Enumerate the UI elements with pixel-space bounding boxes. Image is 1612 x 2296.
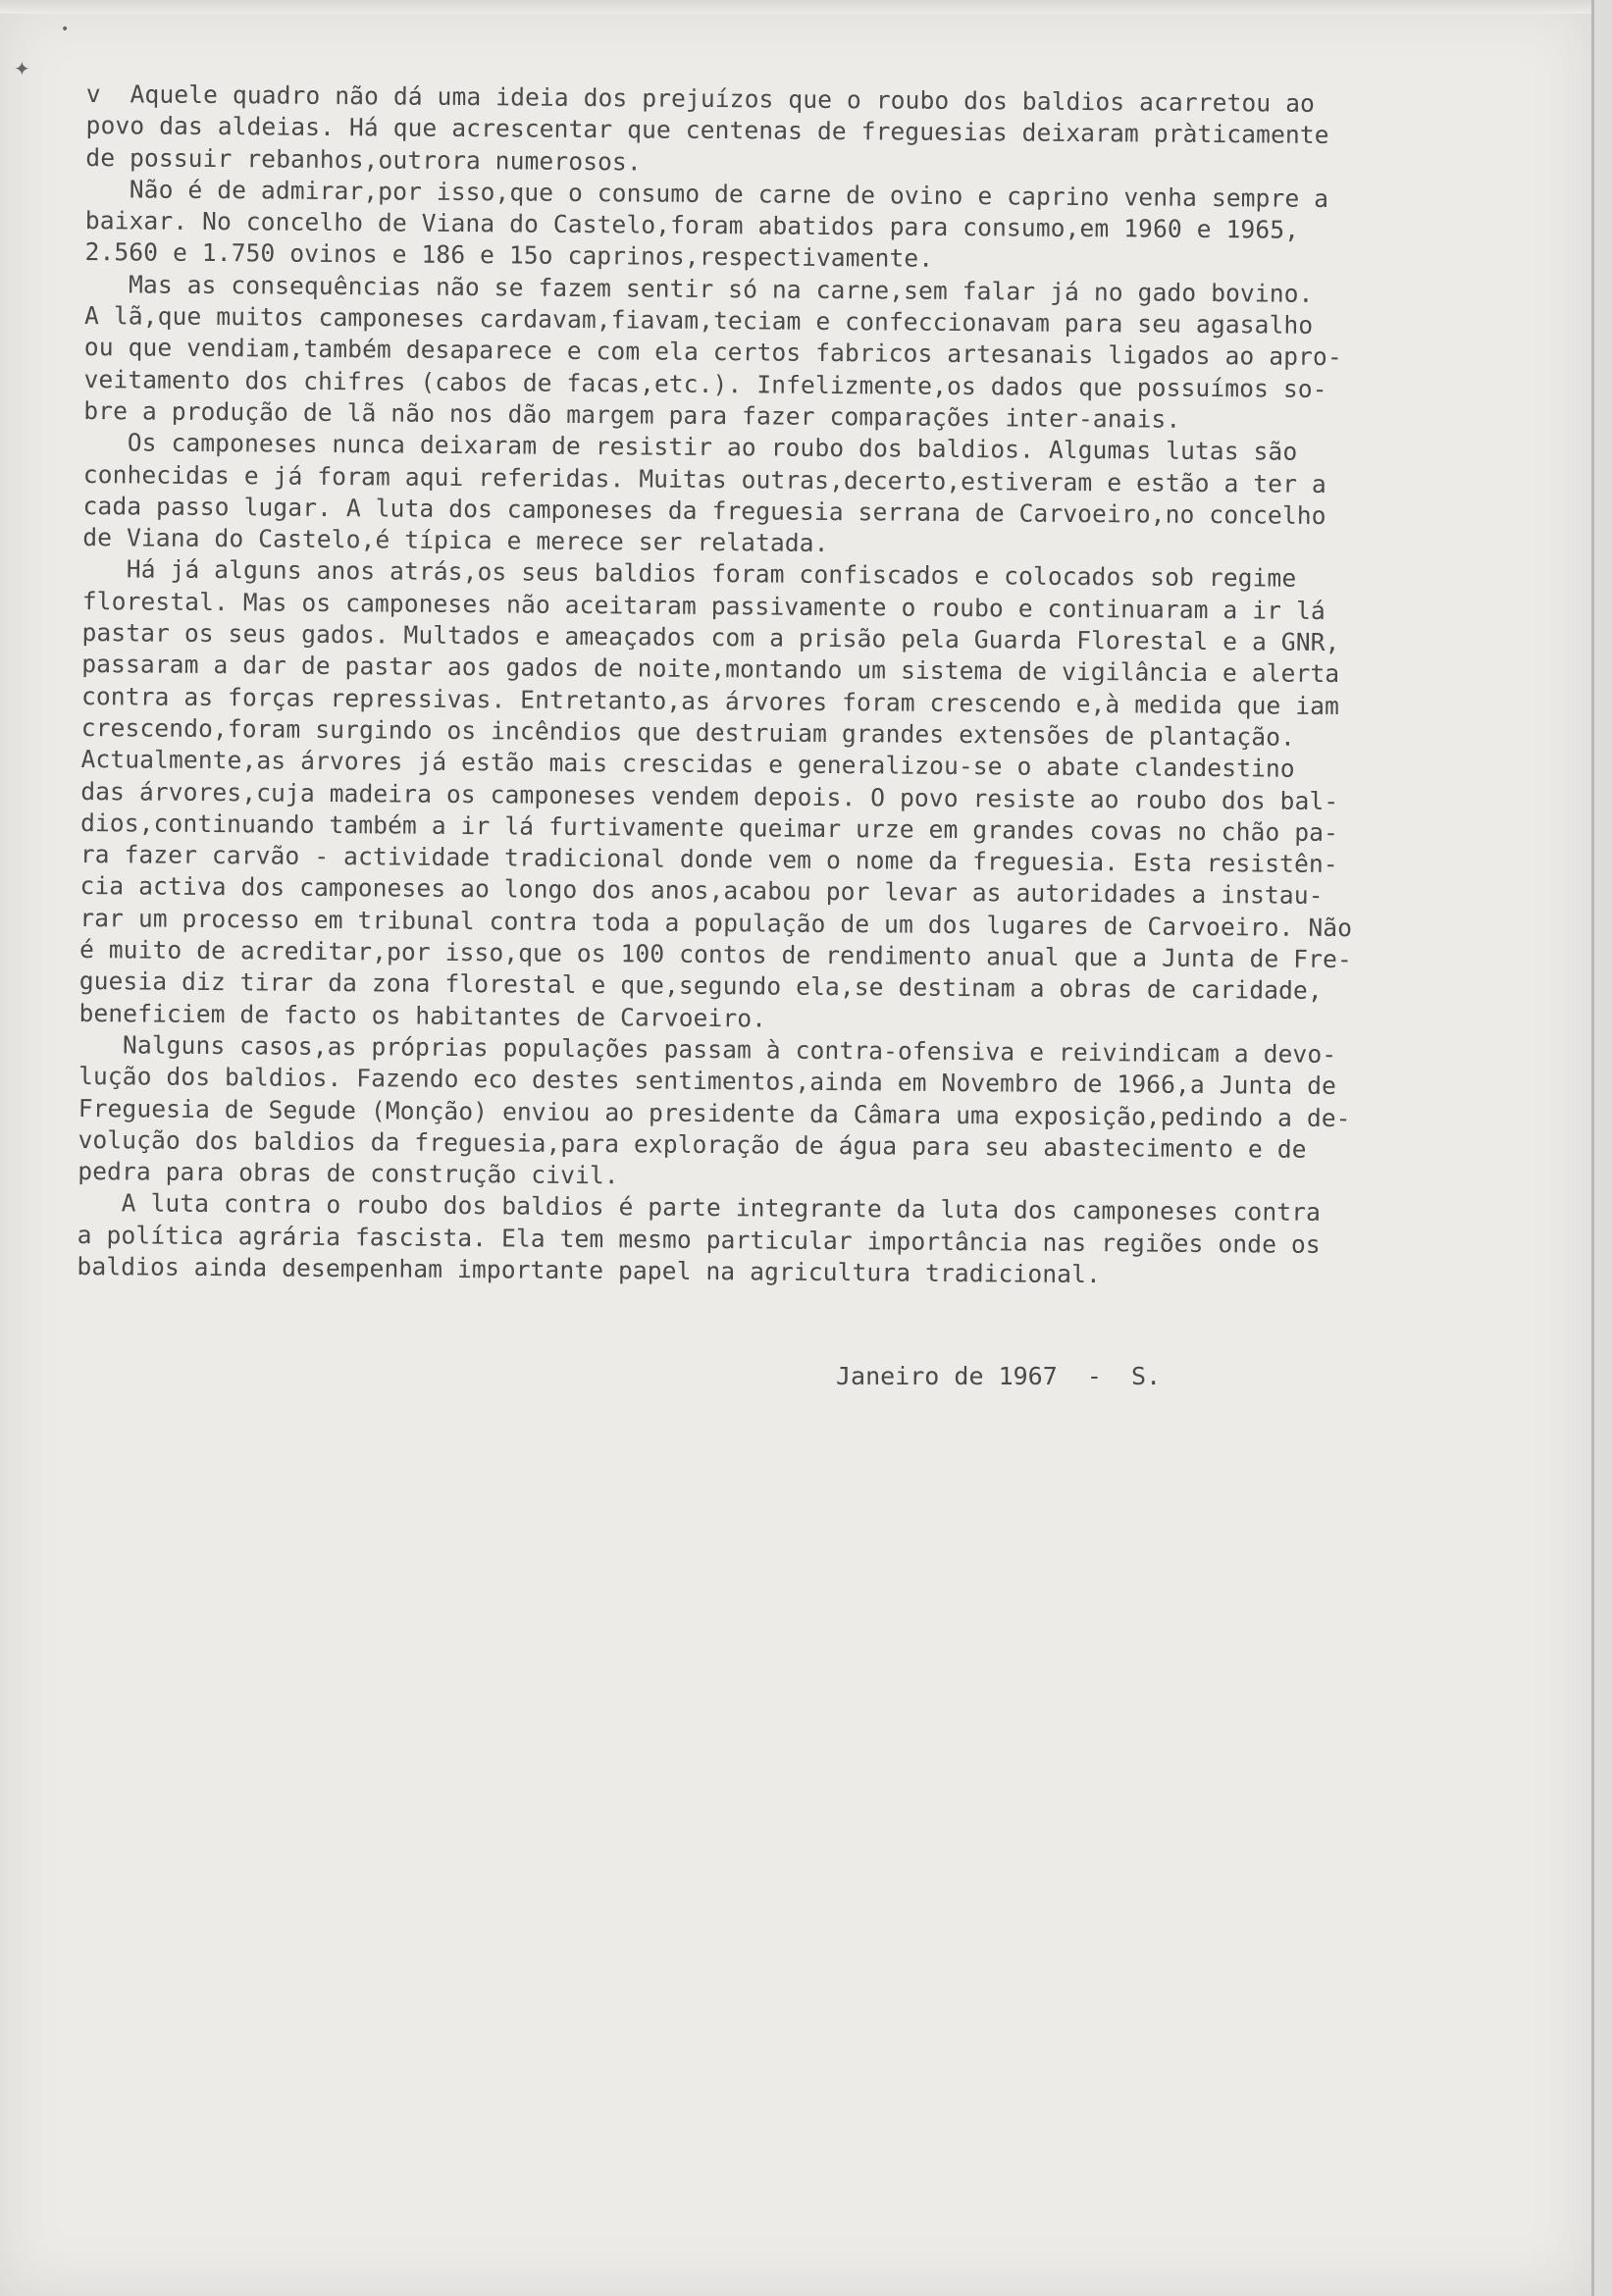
text-line: Mas as consequências não se fazem sentir só na carne,sem falar já no gado bovino. [84, 269, 1314, 308]
text-line: lução dos baldios. Fazendo eco destes sentimentos,ainda em Novembro de 1966,a Junta de [78, 1062, 1337, 1101]
text-line: povo das aldeias. Há que acrescentar que centenas de freguesias deixaram pràticamente [85, 111, 1329, 150]
text-line: de Viana do Castelo,é típica e merece ser relatada. [82, 523, 829, 558]
text-line: v Aquele quadro não dá uma ideia dos prejuízos que o roubo dos baldios acarretou ao [85, 78, 1316, 118]
text-line: Nalguns casos,as próprias populações passam à contra-ofensiva e reivindicam a devo- [78, 1029, 1337, 1069]
text-line: baixar. No concelho de Viana do Castelo,foram abatidos para consumo,em 1960 e 1965, [84, 206, 1300, 244]
text-line: contra as forças repressivas. Entretanto,as árvores foram crescendo e,à medida que iam [80, 681, 1340, 720]
text-line: Não é de admirar,por isso,que o consumo de carne de ovino e caprino venha sempre a [85, 174, 1329, 213]
text-line: é muito de acreditar,por isso,que os 100 contos de rendimento anual que a Junta de Fre- [78, 934, 1352, 974]
text-line: veitamento dos chifres (cabos de facas,etc.). Infelizmente,os dados que possuímos so- [83, 364, 1327, 403]
text-line: 2.560 e 1.750 ovinos e 186 e 15o caprinos,respectivamente. [84, 237, 934, 274]
text-line: crescendo,foram surgindo os incêndios que destruiam grandes extensões de plantação. [80, 712, 1296, 752]
text-line: passaram a dar de pastar aos gados de noite,montando um sistema de vigilância e alerta [81, 650, 1340, 689]
text-line: ra fazer carvão - actividade tradicional donde vem o nome da freguesia. Esta resistên- [79, 840, 1338, 879]
text-line: dios,continuando também a ir lá furtivamente queimar urze em grandes covas no chão pa- [79, 808, 1339, 847]
margin-dot: • [61, 22, 70, 37]
text-line: pastar os seus gados. Multados e ameaçados com a prisão pela Guarda Florestal e a GNR, [81, 618, 1340, 657]
text-line: cia activa dos camponeses ao longo dos anos,acabou por levar as autoridades a instau- [79, 871, 1324, 911]
text-line: A lã,que muitos camponeses cardavam,fiavam,teciam e confeccionavam para seu agasalho [83, 301, 1314, 339]
text-line: das árvores,cuja madeira os camponeses vendem depois. O povo resiste ao roubo dos bal- [80, 776, 1339, 815]
text-line: baldios ainda desempenham importante papel na agricultura tradicional. [77, 1251, 1102, 1289]
text-line: pedra para obras de construção civil. [78, 1157, 619, 1190]
text-line: Há já alguns anos atrás,os seus baldios foram confiscados e colocados sob regime [81, 554, 1297, 594]
text-line: guesia diz tirar da zona florestal e que,segundo ela,se destinam a obras de caridade, [78, 966, 1323, 1006]
text-line: Actualmente,as árvores já estão mais crescidas e generalizou-se o abate clandestino [80, 745, 1295, 783]
date-signature: Janeiro de 1967 - S. [836, 1362, 1162, 1390]
text-line: bre a produção de lã não nos dão margem para fazer comparações inter-anais. [83, 395, 1181, 434]
text-line: A luta contra o roubo dos baldios é parte integrante da luta dos camponeses contra [77, 1188, 1322, 1227]
page-fold-shadow [0, 0, 1591, 14]
text-line: cada passo lugar. A luta dos camponeses da freguesia serrana de Carvoeiro,no concelho [82, 491, 1326, 530]
text-line: Os camponeses nunca deixaram de resistir ao roubo dos baldios. Algumas lutas são [82, 428, 1298, 466]
text-line: de possuir rebanhos,outrora numerosos. [85, 142, 642, 177]
typewritten-body [77, 78, 1558, 1294]
text-line: rar um processo em tribunal contra toda a população de um dos lugares de Carvoeiro. Não [79, 903, 1353, 942]
text-line: florestal. Mas os camponeses não aceitaram passivamente o roubo e continuaram a ir lá [81, 586, 1326, 625]
margin-mark: ✦ [14, 57, 30, 80]
text-line: volução dos baldios da freguesia,para exploração de água para seu abastecimento e de [78, 1124, 1307, 1164]
text-line: a política agrária fascista. Ela tem mesmo particular importância nas regiões onde os [77, 1220, 1321, 1259]
text-line: ou que vendiam,também desaparece e com ela certos fabricos artesanais ligados ao apro- [83, 333, 1342, 372]
text-line: beneficiem de facto os habitantes de Carvoeiro. [78, 998, 767, 1033]
text-line: conhecidas e já foram aqui referidas. Muitas outras,decerto,estiveram e estão a ter a [82, 459, 1326, 498]
text-line: Freguesia de Segude (Monção) enviou ao presidente da Câmara uma exposição,pedindo a de- [78, 1093, 1351, 1132]
